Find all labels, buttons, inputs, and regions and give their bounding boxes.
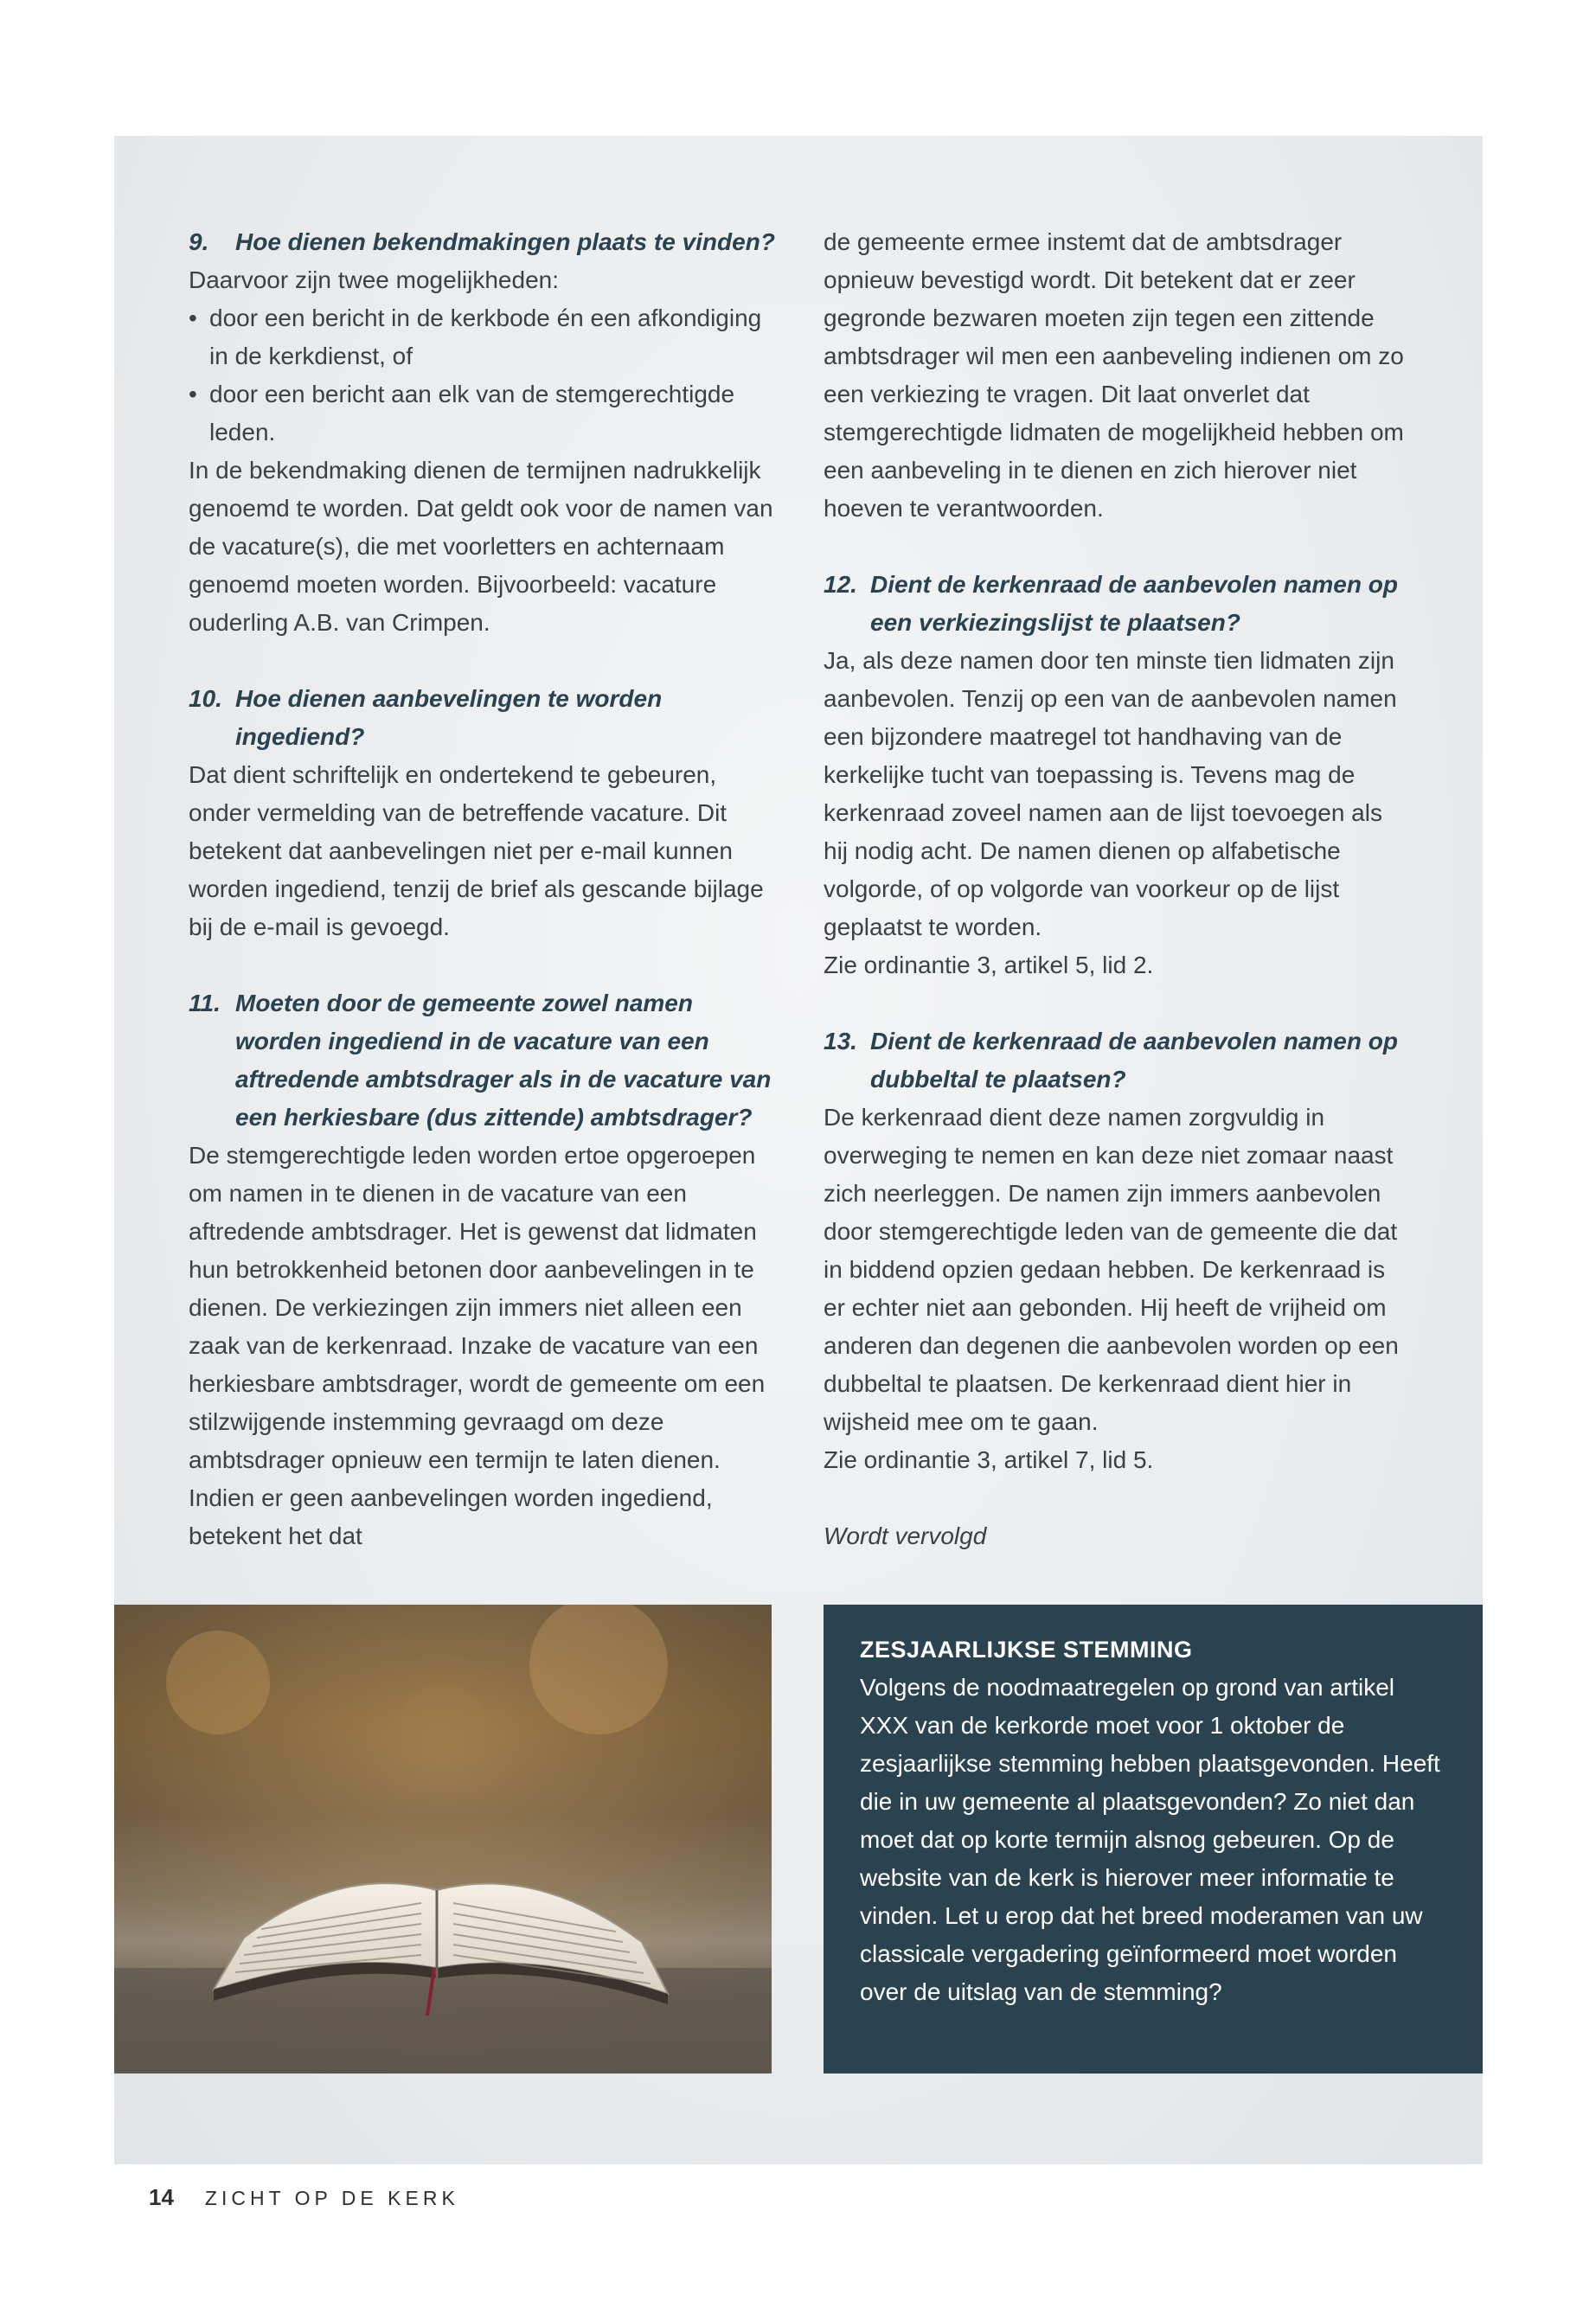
question-9-intro: Daarvoor zijn twee mogelijkheden: [189, 266, 559, 293]
question-number: 10. [189, 685, 222, 712]
question-10-heading [189, 680, 777, 756]
question-12-heading [824, 566, 1412, 642]
bullet-item: • door een bericht in de kerkbode én een afkondiging in de kerkdienst, of [189, 299, 777, 375]
publication-title: ZICHT OP DE KERK [204, 2187, 459, 2209]
question-11-body: De stemgerechtigde leden worden ertoe opgeroepen om namen in te dienen in de vacature van een aftredende ambtsdrager. Het is gewenst dat lidmaten hun betrokkenheid betonen door aanbevelingen in te dienen. De verkiezingen zijn immers niet alleen een zaak van de kerkenraad. Inzake de vacature van een herkiesbare ambtsdrager, wordt de gemeente om een stilzwijgende instemming gevraagd om deze ambtsdrager opnieuw een termijn te laten dienen. Indien er geen aanbevelingen worden ingediend, betekent het dat [189, 1142, 766, 1549]
info-box [824, 1605, 1483, 2073]
question-11-continued: de gemeente ermee instemt dat de ambtsdrager opnieuw bevestigd wordt. Dit betekent dat er zeer gegronde bezwaren moeten zijn tegen een zittende ambtsdrager wil men een aanbeveling indienen om zo een verkiezing te vragen. Dit laat onverlet dat stemgerechtigde lidmaten de mogelijkheid hebben om een aanbeveling in te dienen en zich hierover niet hoeven te verantwoorden. [824, 228, 1404, 522]
question-title: Dient de kerkenraad de aanbevolen namen op een verkiezingslijst te plaatsen? [870, 571, 1398, 636]
open-bible-icon [114, 1605, 772, 2073]
question-11-heading [189, 984, 777, 1137]
continued-note: Wordt vervolgd [824, 1522, 987, 1549]
question-9-heading [189, 223, 777, 261]
question-title: Moeten door de gemeente zowel namen worden ingediend in de vacature van een aftredende ambtsdrager als in de vacature van een herkiesbare (dus zittende) ambtsdrager? [235, 990, 772, 1131]
info-box-title: ZESJAARLIJKSE STEMMING [860, 1637, 1193, 1663]
question-10-body: Dat dient schriftelijk en ondertekend te gebeuren, onder vermelding van de betreffende vacature. Dit betekent dat aanbevelingen niet per e-mail kunnen worden ingediend, tenzij de brief als gescande bijlage bij de e-mail is gevoegd. [189, 761, 764, 940]
question-number: 13. [824, 1028, 857, 1054]
question-9-body: In de bekendmaking dienen de termijnen nadrukkelijk genoemd te worden. Dat geldt ook voor de namen van de vacature(s), die met voorletters en achternaam genoemd moeten worden. Bijvoorbeeld: vacature ouderling A.B. van Crimpen. [189, 457, 773, 636]
question-number: 12. [824, 571, 857, 598]
question-13-reference: Zie ordinantie 3, artikel 7, lid 5. [824, 1446, 1154, 1473]
right-column [824, 223, 1412, 1555]
question-title: Hoe dienen aanbevelingen te worden ingediend? [235, 685, 663, 750]
left-column [189, 223, 777, 1555]
question-number: 11. [189, 990, 221, 1016]
question-12-body: Ja, als deze namen door ten minste tien lidmaten zijn aanbevolen. Tenzij op een van de aanbevolen namen een bijzondere maatregel tot handhaving van de kerkelijke tucht van toepassing is. Tevens mag de kerkenraad zoveel namen aan de lijst toevoegen als hij nodig acht. De namen dienen op alfabetische volgorde, of op volgorde van voorkeur op de lijst geplaatst te worden. [824, 647, 1397, 940]
question-13-body: De kerkenraad dient deze namen zorgvuldig in overweging te nemen en kan deze niet zomaar naast zich neerleggen. De namen zijn immers aanbevolen door stemgerechtigde leden van de gemeente die dat in biddend opzien gedaan hebben. De kerkenraad is er echter niet aan gebonden. Hij heeft de vrijheid om anderen dan degenen die aanbevolen worden op een dubbeltal te plaatsen. De kerkenraad dient hier in wijsheid mee om te gaan. [824, 1104, 1399, 1435]
page-footer [149, 2184, 459, 2211]
info-box-body: Volgens de noodmaatregelen op grond van artikel XXX van de kerkorde moet voor 1 oktober de zesjaarlijkse stemming hebben plaatsgevonden. Heeft die in uw gemeente al plaatsgevonden? Zo niet dan moet dat op korte termijn alsnog gebeuren. Op de website van de kerk is hierover meer informatie te vinden. Let u erop dat het breed moderamen van uw classicale vergadering geïnformeerd moet worden over de uitslag van de stemming? [860, 1674, 1440, 2005]
open-bible-photo [114, 1605, 772, 2073]
question-13-heading [824, 1022, 1412, 1099]
bullet-dot-icon: • [189, 304, 197, 331]
question-title: Dient de kerkenraad de aanbevolen namen op dubbeltal te plaatsen? [870, 1028, 1398, 1093]
page-number: 14 [149, 2184, 174, 2210]
bullet-dot-icon: • [189, 381, 197, 407]
bullet-item: • door een bericht aan elk van de stemgerechtigde leden. [189, 375, 777, 452]
question-title: Hoe dienen bekendmakingen plaats te vinden? [235, 228, 775, 255]
question-12-reference: Zie ordinantie 3, artikel 5, lid 2. [824, 952, 1154, 978]
question-number: 9. [189, 228, 209, 255]
